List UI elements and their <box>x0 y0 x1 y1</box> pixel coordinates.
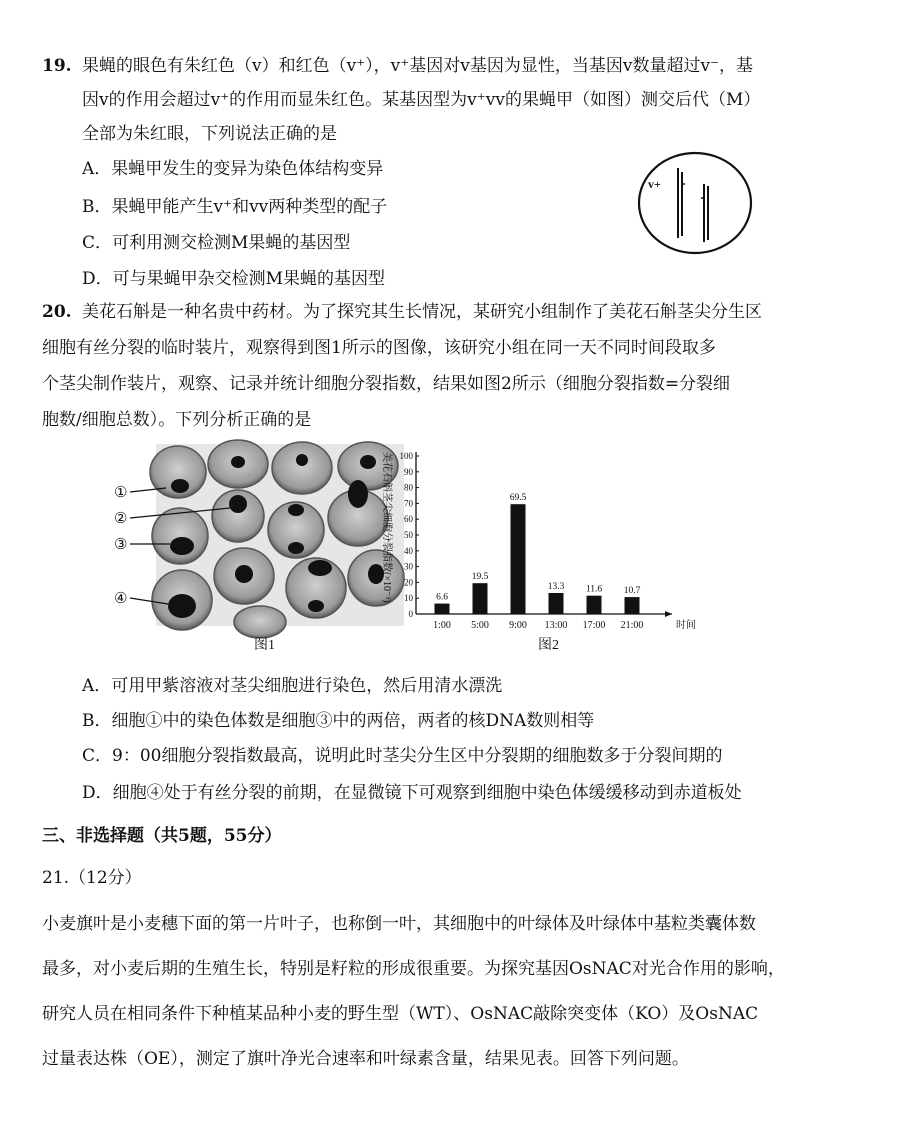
q20-stem-line-2: 细胞有丝分裂的临时装片，观察得到图1所示的图像，该研究小组在同一天不同时间段取多 <box>42 338 716 358</box>
x-tick-label: 9:00 <box>509 620 527 631</box>
q19-stem-line-2: 因v的作用会超过v⁺的作用而显朱红色。某基因型为v⁺vv的果蝇甲（如图）测交后代（M） <box>82 90 761 110</box>
y-tick-label: 100 <box>399 451 413 461</box>
x-tick-label: 17:00 <box>582 620 606 631</box>
bar-value-label: 19.5 <box>471 572 489 583</box>
q21-body-line-2: 最多，对小麦后期的生殖生长，特别是籽粒的形成很重要。为探究基因OsNAC对光合作用的影响， <box>42 959 785 979</box>
bar-21:00 <box>625 597 640 614</box>
fig1-label-1: ① <box>114 485 128 501</box>
bar-value-label: 6.6 <box>436 592 448 603</box>
bar-value-label: 13.3 <box>547 581 565 592</box>
q20-number: 20. <box>42 302 72 322</box>
chart-xlabel: 时间 <box>676 620 696 631</box>
fig1-label-3: ③ <box>114 537 128 553</box>
chart-bars <box>435 493 641 614</box>
y-tick-label: 30 <box>404 561 413 572</box>
q19-option-b: B．果蝇甲能产生v⁺和vv两种类型的配子 <box>82 197 388 217</box>
chart-x-ticks <box>433 620 643 631</box>
q20-option-d: D．细胞④处于有丝分裂的前期，在显微镜下可观察到细胞中染色体缓缓移动到赤道板处 <box>82 783 742 803</box>
y-tick-label: 40 <box>404 545 413 556</box>
fig1-label-4: ④ <box>114 591 128 607</box>
y-tick-label: 50 <box>404 530 413 540</box>
q20-option-c: C．9：00细胞分裂指数最高，说明此时茎尖分生区中分裂期的细胞数多于分裂间期的 <box>82 746 723 766</box>
q21-body-line-4: 过量表达株（OE），测定了旗叶净光合速率和叶绿素含量，结果见表。回答下列问题。 <box>42 1049 689 1069</box>
bar-5:00 <box>473 583 488 614</box>
y-tick-label: 90 <box>404 466 413 477</box>
q20-stem-line-4: 胞数/细胞总数）。下列分析正确的是 <box>42 410 312 430</box>
bar-9:00 <box>511 504 526 614</box>
q19-option-c: C．可利用测交检测M果蝇的基因型 <box>82 233 351 253</box>
q21-body-line-3: 研究人员在相同条件下种植某品种小麦的野生型（WT）、OsNAC敲除突变体（KO）及OsNAC <box>42 1004 759 1024</box>
y-tick-label: 10 <box>404 593 413 604</box>
chart-x-axis-arrow <box>665 611 672 617</box>
q19-option-d: D．可与果蝇甲杂交检测M果蝇的基因型 <box>82 269 386 289</box>
bar-1:00 <box>435 604 450 614</box>
x-tick-label: 5:00 <box>471 620 489 631</box>
figure-1-micrograph <box>110 444 404 634</box>
x-tick-label: 1:00 <box>433 620 451 631</box>
x-tick-label: 13:00 <box>544 620 568 631</box>
bar-value-label: 11.6 <box>585 584 603 595</box>
y-tick-label: 60 <box>404 514 413 525</box>
y-tick-label: 0 <box>408 609 413 619</box>
y-tick-label: 80 <box>404 482 413 493</box>
chromosome-label: v+ <box>648 177 661 191</box>
chart-ylabel: 美花石斛茎尖细胞分裂指数(×10⁻³) <box>381 452 392 603</box>
x-tick-label: 21:00 <box>620 620 644 631</box>
q19-number: 19. <box>42 56 72 76</box>
bar-13:00 <box>549 593 564 614</box>
q20-stem-line-3: 个茎尖制作装片，观察、记录并统计细胞分裂指数，结果如图2所示（细胞分裂指数=分裂细 <box>42 374 731 394</box>
q21-header: 21.（12分） <box>42 868 142 888</box>
fig1-label-2: ② <box>114 511 128 527</box>
figure-2-caption: 图2 <box>538 638 559 653</box>
section-3-title: 三、非选择题（共5题，55分） <box>42 826 282 846</box>
q20-option-a: A．可用甲紫溶液对茎尖细胞进行染色，然后用清水漂洗 <box>82 676 503 696</box>
y-tick-label: 70 <box>404 498 413 509</box>
q20-stem-line-1: 美花石斛是一种名贵中药材。为了探究其生长情况，某研究小组制作了美花石斛茎尖分生区 <box>82 302 762 322</box>
q20-option-b: B．细胞①中的染色体数是细胞③中的两倍，两者的核DNA数则相等 <box>82 711 595 731</box>
chromosome-figure <box>636 150 754 256</box>
bar-value-label: 10.7 <box>623 586 641 597</box>
q21-body-line-1: 小麦旗叶是小麦穗下面的第一片叶子，也称倒一叶，其细胞中的叶绿体及叶绿体中基粒类囊体数 <box>42 914 756 934</box>
q19-option-a: A．果蝇甲发生的变异为染色体结构变异 <box>82 159 384 179</box>
q19-stem-line-3: 全部为朱红眼，下列说法正确的是 <box>82 124 337 144</box>
y-tick-label: 20 <box>404 577 413 588</box>
q19-stem-line-1: 果蝇的眼色有朱红色（v）和红色（v⁺），v⁺基因对v基因为显性，当基因v数量超过v⁻，基 <box>82 56 754 76</box>
figure-2-bar-chart <box>374 444 696 636</box>
figure-1-caption: 图1 <box>254 638 275 653</box>
bar-17:00 <box>587 596 602 614</box>
bar-value-label: 69.5 <box>509 493 527 504</box>
